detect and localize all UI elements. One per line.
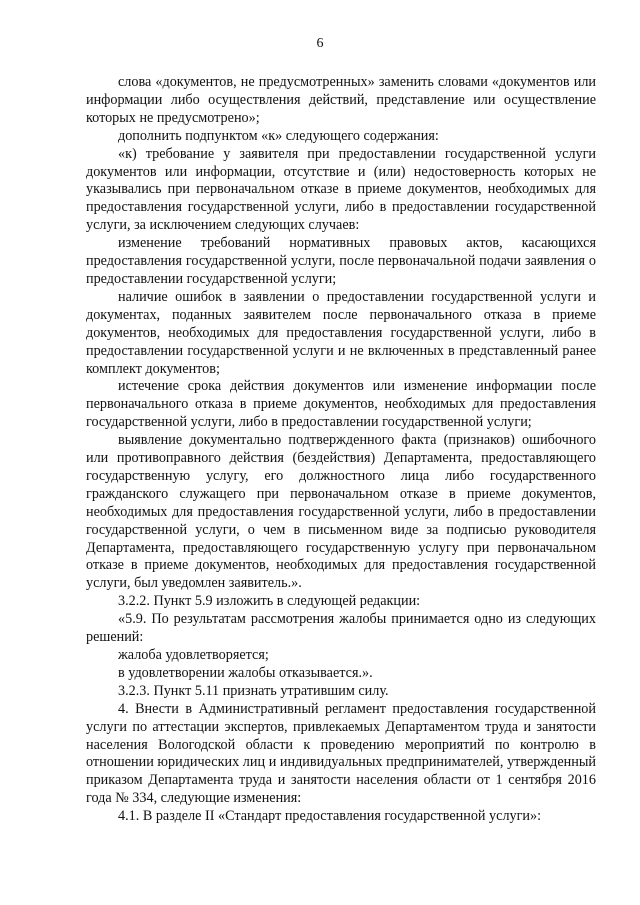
paragraph: 3.2.2. Пункт 5.9 изложить в следующей редакции: [118, 593, 421, 610]
paragraph: наличие ошибок в заявлении о предоставлении государственной услуги и документах, поданных заявителем после первоначального отказа в приеме документов, необходимых для предоставления государственной услуги, либо в предоставлении государственной услуги и не включенных в представленный ранее комплект документов; [86, 288, 596, 377]
paragraph: «к) требование у заявителя при предоставлении государственной услуги документов или информации, отсутствие и (или) недостоверность которых не указывались при первоначальном отказе в приеме документов, необходимых для предоставления государственной услуги, либо в предоставлении государственной услуги, за исключением следующих случаев: [86, 145, 596, 234]
page-number: 6 [316, 36, 324, 51]
paragraph: «5.9. По результатам рассмотрения жалобы принимается одно из следующих решений: [86, 611, 596, 646]
paragraph: 3.2.3. Пункт 5.11 признать утратившим силу. [118, 682, 389, 699]
paragraph: дополнить подпунктом «к» следующего содержания: [118, 127, 439, 144]
paragraph: 4.1. В разделе II «Стандарт предоставления государственной услуги»: [118, 808, 542, 825]
paragraph: 4. Внести в Административный регламент предоставления государственной услуги по аттестации экспертов, привлекаемых Департаментом труда и занятости населения Вологодской области к проведению мероприятий по контролю в отношении юридических лиц и индивидуальных предпринимателей, утвержденный приказом Департамента труда и занятости населения области от 1 сентября 2016 года № 334, следующие изменения: [86, 700, 596, 807]
paragraph: выявление документально подтвержденного факта (признаков) ошибочного или противоправного действия (бездействия) Департамента, предоставляющего государственную услугу, его должностного лица либо государственного гражданского служащего при первоначальном отказе в приеме документов, необходимых для предоставления государственной услуги, либо в предоставлении государственной услуги, о чем в письменном виде за подписью руководителя Департамента, предоставляющего государственную услугу при первоначальном отказе в приеме документов, необходимых для предоставления государственной услуги, был уведомлен заявитель.». [86, 432, 596, 592]
paragraph: истечение срока действия документов или изменение информации после первоначального отказа в приеме документов, необходимых для предоставления государственной услуги, либо в предоставлении государственной услуги; [86, 378, 596, 431]
paragraph: в удовлетворении жалобы отказывается.». [118, 664, 373, 681]
paragraph: слова «документов, не предусмотренных» заменить словами «документов или информации либо осуществления действий, представление или осуществление которых не предусмотрено»; [86, 74, 596, 126]
paragraph: изменение требований нормативных правовых актов, касающихся предоставления государственной услуги, после первоначальной подачи заявления о предоставлении государственной услуги; [86, 235, 596, 287]
document-body [86, 74, 596, 826]
paragraph: жалоба удовлетворяется; [118, 647, 269, 663]
